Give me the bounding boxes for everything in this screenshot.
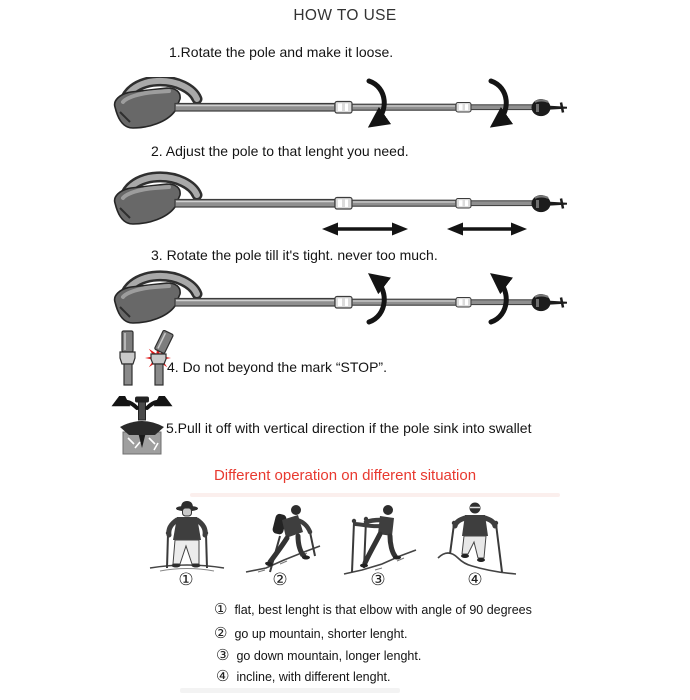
hiker-flat-ground-illustration (146, 498, 228, 574)
situation-caption-2 (214, 624, 407, 642)
step-5-text: 5.Pull it off with vertical direction if the pole sink into swallet (166, 420, 532, 436)
situation-4-bullet: ④ (216, 668, 230, 685)
step-1-text: 1.Rotate the pole and make it loose. (169, 44, 394, 60)
situation-1-text: flat, best lenght is that elbow with angle of 90 degrees (234, 603, 532, 617)
length-adjust-arrows (322, 223, 527, 236)
figure-4-number: ④ (467, 570, 483, 589)
situation-caption-3 (216, 646, 421, 664)
page-title: HOW TO USE (293, 7, 397, 24)
pole-joint-broken (145, 330, 173, 385)
pole-rotate-loosen-illustration (111, 77, 569, 141)
situation-2-bullet: ② (214, 625, 228, 642)
figure-1-number: ① (178, 570, 194, 589)
situation-3-text: go down mountain, longer lenght. (236, 649, 422, 663)
step-2-text: 2. Adjust the pole to that lenght you need. (151, 143, 409, 159)
hiker-incline-illustration (432, 496, 520, 578)
hiker-downhill-illustration (338, 496, 422, 576)
section-heading: Different operation on different situation (213, 467, 477, 484)
step-4-text: 4. Do not beyond the mark “STOP”. (167, 359, 387, 375)
situation-caption-4 (216, 667, 390, 685)
pole-shaft (139, 400, 146, 420)
hiker-uphill-illustration (240, 494, 326, 576)
figure-2-number: ② (272, 570, 288, 589)
situation-4-text: incline, with different lenght. (236, 670, 391, 684)
situation-2-text: go up mountain, shorter lenght. (234, 627, 408, 641)
figure-3-number: ③ (370, 570, 386, 589)
step-3-text: 3. Rotate the pole till it's tight. never too much. (151, 247, 438, 263)
situation-1-bullet: ① (214, 601, 228, 618)
pole-joint-ok (120, 331, 135, 385)
faint-scan-artifact (180, 688, 400, 693)
situation-3-bullet: ③ (216, 647, 230, 664)
pole-rotate-tighten-illustration (111, 266, 569, 330)
pole-length-adjust-illustration (111, 167, 569, 241)
rotate-loosen-arrows (369, 81, 506, 124)
situation-caption-1 (214, 600, 532, 618)
pole-knob (135, 397, 149, 403)
